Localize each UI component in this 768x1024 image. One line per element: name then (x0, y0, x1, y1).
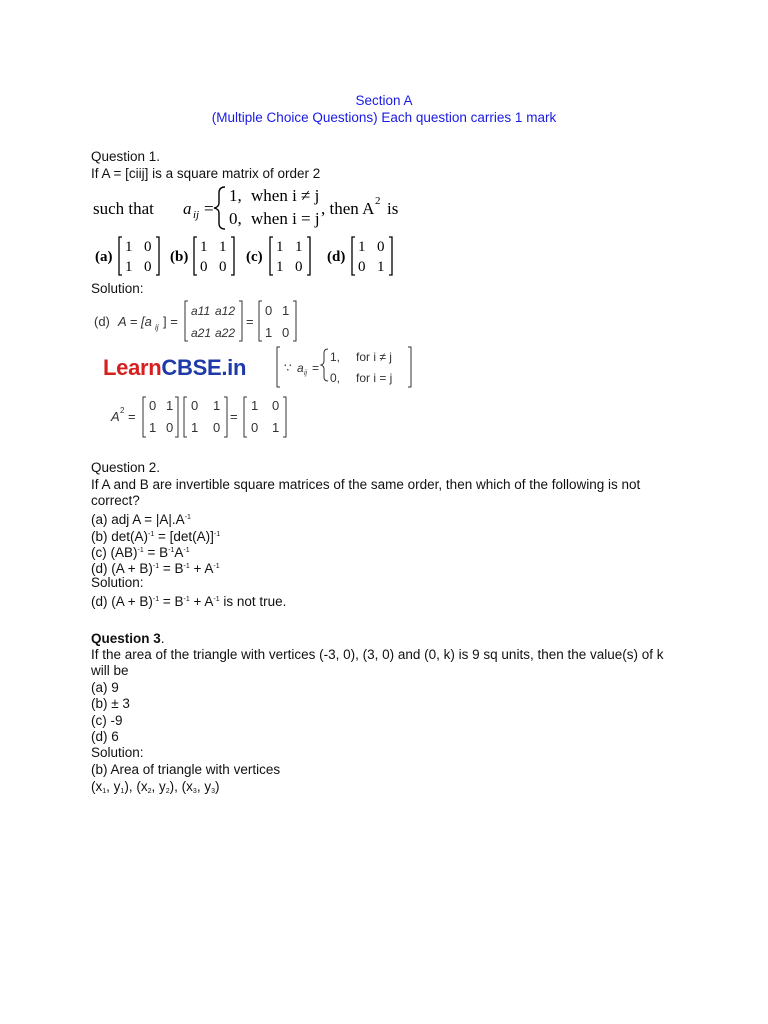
because-icon: ∵ (284, 361, 292, 375)
case1-value: 1, (229, 186, 242, 205)
a-subscript: ij (193, 209, 200, 221)
case1-condition: when i ≠ j (251, 186, 320, 205)
svg-text:] =: ] = (163, 314, 178, 329)
question-3-answer: (b) Area of triangle with vertices (91, 762, 281, 777)
question-3-solution-label: Solution: (91, 745, 144, 760)
logo-learn: Learn (103, 355, 162, 380)
svg-text:a: a (297, 361, 304, 375)
matrix-cell: 1 (265, 325, 273, 340)
matrix-cell: 1 (149, 420, 157, 435)
solution-matrix-a (91, 298, 311, 344)
matrix-cell: 1 (358, 239, 366, 255)
logo-cbse: CBSE (161, 355, 222, 380)
svg-text:=: = (128, 409, 136, 424)
question-1-condition (91, 182, 421, 230)
matrix-cell: a12 (215, 304, 236, 318)
matrix-cell: 0 (272, 398, 280, 413)
a-symbol: a (183, 199, 192, 218)
question-2-option-a[interactable]: (a) adj $A = |A|.A^{-1}$ (91, 512, 191, 527)
question-1-solution-label: Solution: (91, 281, 144, 296)
a2-lhs: A (111, 409, 120, 424)
question-1-text: If A = [ciij] is a square matrix of order 2 (91, 166, 321, 181)
matrix-cell: 0 (200, 259, 208, 275)
logo-in: .in (221, 355, 247, 380)
question-3-label: Question 3. (91, 631, 165, 646)
then-text: , then A (321, 199, 375, 218)
svg-text:=: = (204, 199, 214, 218)
brace-icon (214, 187, 225, 229)
matrix-cell: 1 (282, 303, 290, 318)
matrix-cell: 0 (377, 239, 385, 255)
question-3-option-b[interactable]: (b) ± 3 (91, 696, 130, 711)
question-1-label: Question 1. (91, 149, 161, 164)
learncbse-logo (103, 355, 246, 381)
svg-text:=: = (246, 314, 254, 329)
option-d[interactable] (327, 237, 392, 275)
question-2-answer: (d) $(A + B)^{-1} = B^{-1} + A^{-1}$ is not true. (91, 594, 287, 609)
question-3-option-c[interactable]: (c) -9 (91, 713, 123, 728)
matrix-cell: 1 (166, 398, 174, 413)
since-val1: 1, (330, 350, 341, 364)
case2-value: 0, (229, 209, 242, 228)
since-cond1: for i ≠ j (356, 350, 392, 364)
svg-text:ij: ij (304, 370, 308, 377)
option-label: (d) (327, 249, 346, 265)
solution-lhs: A = [a (118, 314, 152, 329)
option-label: (a) (95, 249, 113, 265)
matrix-cell: 1 (276, 259, 284, 275)
svg-text:2: 2 (120, 406, 125, 415)
matrix-cell: 1 (219, 239, 227, 255)
matrix-cell: 1 (276, 239, 284, 255)
case2-condition: when i = j (251, 209, 320, 228)
question-3-text: If the area of the triangle with vertices (-3, 0), (3, 0) and (0, k) is 9 sq units, then the value(s) of k will be (91, 647, 664, 678)
matrix-cell: 1 (191, 420, 199, 435)
option-label: (b) (170, 249, 189, 265)
matrix-cell: 1 (125, 239, 133, 255)
matrix-cell: 0 (144, 239, 152, 255)
matrix-cell: 0 (265, 303, 273, 318)
matrix-cell: 0 (166, 420, 174, 435)
matrix-cell: 0 (295, 259, 303, 275)
matrix-cell: 0 (219, 259, 227, 275)
matrix-cell: 1 (125, 259, 133, 275)
matrix-cell: 1 (251, 398, 259, 413)
since-condition (272, 344, 417, 390)
a-squared-equation (108, 394, 298, 440)
matrix-cell: 0 (213, 420, 221, 435)
matrix-cell: 0 (358, 259, 366, 275)
question-3-vertices: ($x_1$, $y_1$), ($x_2$, $y_2$), ($x_3$, $y_3$) (91, 779, 220, 795)
question-3-option-a[interactable]: (a) 9 (91, 680, 119, 695)
brace-icon (321, 349, 328, 381)
option-label: (c) (246, 249, 263, 265)
option-a[interactable] (95, 237, 159, 275)
option-b[interactable] (170, 237, 234, 275)
matrix-cell: 0 (144, 259, 152, 275)
question-2-option-d[interactable]: (d) $(A + B)^{-1} = B^{-1} + A^{-1}$ (91, 561, 220, 576)
question-2-option-b[interactable]: (b) $\det(A)^{-1} = [\det(A)]^{-1}$ (91, 529, 221, 544)
matrix-cell: 1 (377, 259, 385, 275)
matrix-cell: 1 (295, 239, 303, 255)
is-text: is (387, 199, 399, 218)
matrix-cell: a22 (215, 326, 236, 340)
solution-letter: (d) (94, 314, 110, 329)
solution-lhs-sub: ij (155, 323, 159, 332)
option-c[interactable] (246, 237, 310, 275)
question-2-solution-label: Solution: (91, 575, 144, 590)
question-2-text: If A and B are invertible square matrices of the same order, then which of the following is not correct? (91, 477, 641, 508)
question-3-option-d[interactable]: (d) 6 (91, 729, 119, 744)
since-cond2: for i = j (356, 371, 393, 385)
matrix-cell: a11 (191, 304, 211, 318)
question-2-option-c[interactable]: (c) $(AB)^{-1} = B^{-1}A^{-1}$ (91, 545, 190, 560)
matrix-cell: 1 (200, 239, 208, 255)
question-1-options (91, 234, 411, 278)
section-subtitle: (Multiple Choice Questions) Each question carries 1 mark (211, 110, 557, 125)
matrix-cell: 0 (149, 398, 157, 413)
section-title: Section A (355, 93, 413, 108)
question-2-label: Question 2. (91, 460, 161, 475)
then-sup: 2 (375, 195, 381, 207)
such-that-text: such that (93, 199, 154, 218)
matrix-cell: 1 (272, 420, 280, 435)
svg-text:=: = (230, 409, 238, 424)
matrix-cell: 0 (251, 420, 259, 435)
svg-text:=: = (312, 361, 320, 375)
matrix-cell: a21 (191, 326, 212, 340)
matrix-cell: 1 (213, 398, 221, 413)
matrix-cell: 0 (282, 325, 290, 340)
since-val2: 0, (330, 371, 341, 385)
matrix-cell: 0 (191, 398, 199, 413)
